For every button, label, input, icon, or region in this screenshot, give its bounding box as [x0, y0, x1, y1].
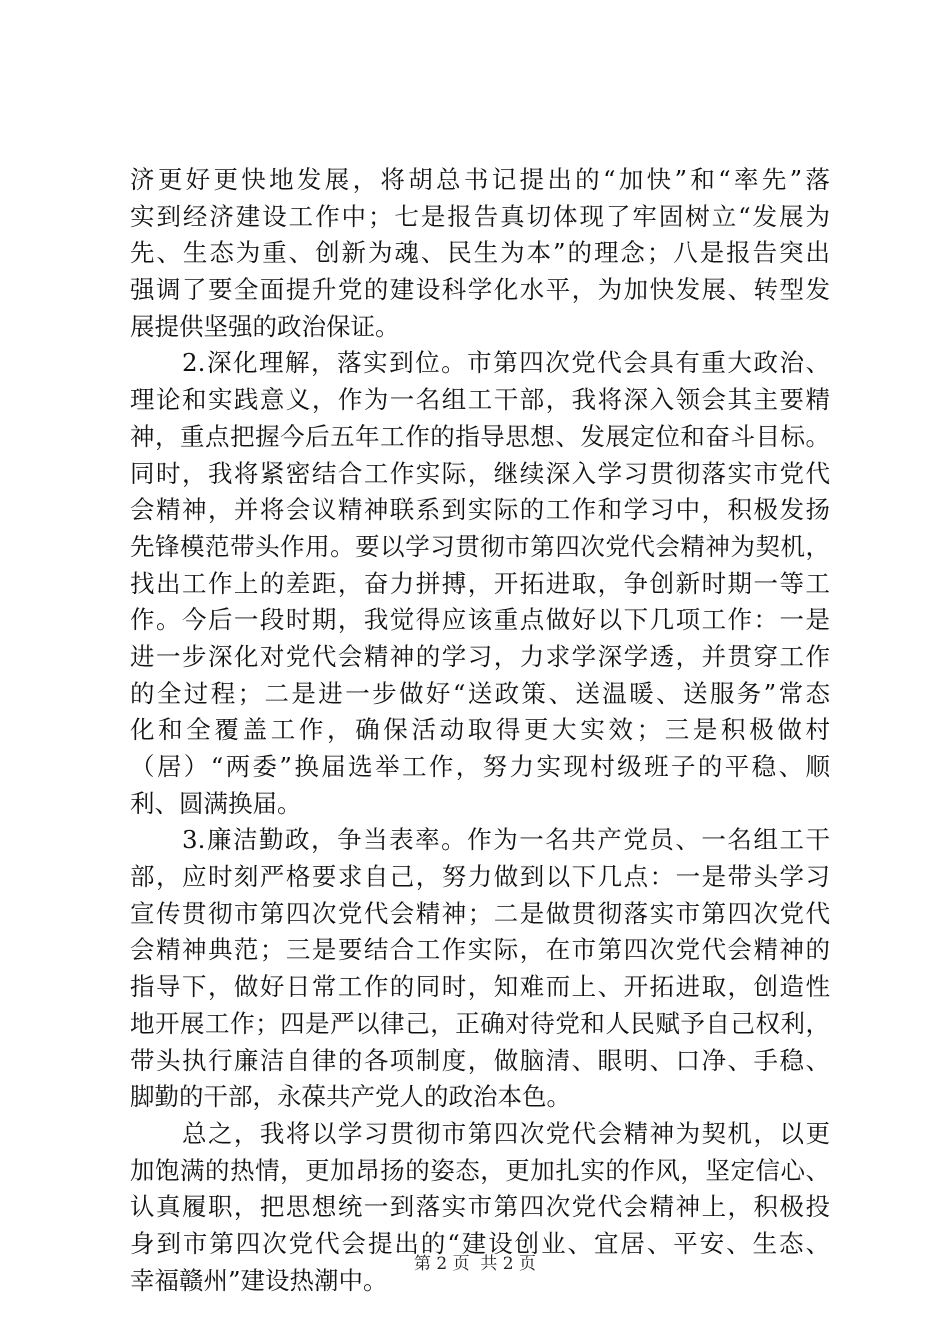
text-line: 加饱满的热情，更加昂扬的姿态，更加扎实的作风，坚定信心、 [130, 1155, 830, 1185]
text-line: 地开展工作；四是严以律己，正确对待党和人民赋予自己权利， [130, 1008, 830, 1038]
text-line: 脚勤的干部，永葆共产党人的政治本色。 [130, 1082, 571, 1112]
text-line: 济更好更快地发展，将胡总书记提出的“加快”和“率先”落 [130, 165, 830, 194]
text-line: 实到经济建设工作中；七是报告真切体现了牢固树立“发展为 [130, 201, 830, 231]
text-line: 2.深化理解，落实到位。市第四次党代会具有重大政治、 [130, 348, 830, 378]
text-line: 先锋模范带头作用。要以学习贯彻市第四次党代会精神为契机， [130, 531, 830, 561]
text-line: 同时，我将紧密结合工作实际，继续深入学习贯彻落实市党代 [130, 458, 830, 488]
text-line: 展提供坚强的政治保证。 [130, 311, 400, 341]
text-line: 会精神典范；三是要结合工作实际，在市第四次党代会精神的 [130, 935, 830, 965]
text-line: 宣传贯彻市第四次党代会精神；二是做贯彻落实市第四次党代 [130, 898, 830, 928]
text-line: 幸福赣州”建设热潮中。 [130, 1265, 388, 1295]
text-line: 找出工作上的差距，奋力拼搏，开拓进取，争创新时期一等工 [130, 568, 830, 598]
text-line: 会精神，并将会议精神联系到实际的工作和学习中，积极发扬 [130, 495, 830, 525]
text-line: 先、生态为重、创新为魂、民生为本”的理念；八是报告突出 [130, 238, 830, 268]
text-line: 作。今后一段时期，我觉得应该重点做好以下几项工作：一是 [130, 605, 830, 635]
text-line: 利、圆满换届。 [130, 788, 302, 818]
text-line: 认真履职，把思想统一到落实市第四次党代会精神上，积极投 [130, 1192, 830, 1222]
text-line: 3.廉洁勤政，争当表率。作为一名共产党员、一名组工干 [130, 825, 830, 855]
text-line: 神，重点把握今后五年工作的指导思想、发展定位和奋斗目标。 [130, 421, 830, 451]
text-line: 总之，我将以学习贯彻市第四次党代会精神为契机，以更 [130, 1118, 830, 1148]
text-line: （居）“两委”换届选举工作，努力实现村级班子的平稳、顺 [130, 752, 830, 781]
text-line: 化和全覆盖工作，确保活动取得更大实效；三是积极做村 [130, 715, 830, 745]
text-line: 的全过程；二是进一步做好“送政策、送温暖、送服务”常态 [130, 678, 830, 708]
document-body [130, 162, 830, 1299]
text-line: 理论和实践意义，作为一名组工干部，我将深入领会其主要精 [130, 385, 830, 415]
text-line: 指导下，做好日常工作的同时，知难而上、开拓进取，创造性 [130, 972, 830, 1002]
text-line: 身到市第四次党代会提出的“建设创业、宜居、平安、生态、 [130, 1228, 830, 1258]
text-line: 带头执行廉洁自律的各项制度，做脑清、眼明、口净、手稳、 [130, 1045, 830, 1075]
text-line: 进一步深化对党代会精神的学习，力求学深学透，并贯穿工作 [130, 641, 830, 671]
text-line: 强调了要全面提升党的建设科学化水平，为加快发展、转型发 [130, 275, 830, 305]
text-line: 部，应时刻严格要求自己，努力做到以下几点：一是带头学习 [130, 862, 830, 892]
page-footer: 第 2 页 共 2 页 [413, 1254, 537, 1274]
